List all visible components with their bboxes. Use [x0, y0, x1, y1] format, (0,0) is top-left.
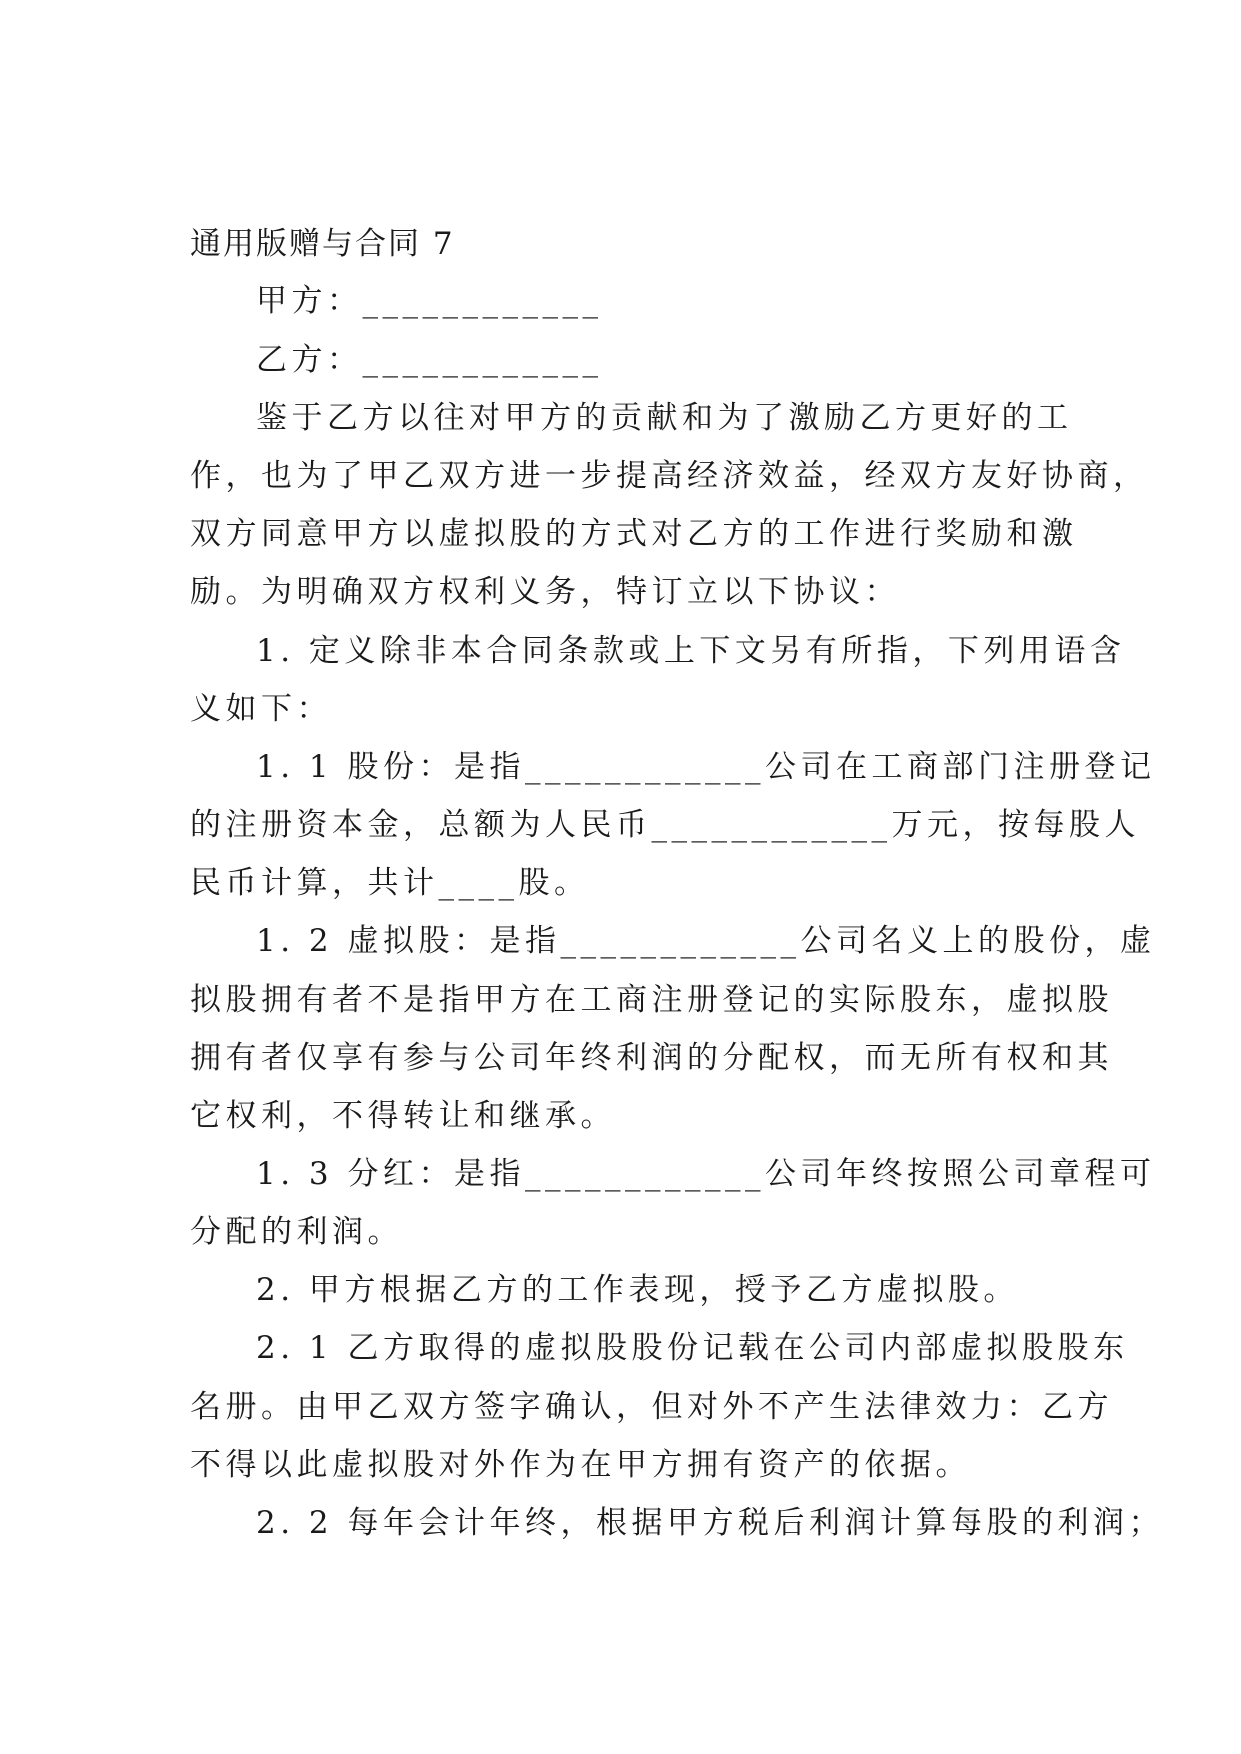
body-line: 双方同意甲方以虚拟股的方式对乙方的工作进行奖励和激 — [190, 516, 1078, 552]
body-line: 1. 定义除非本合同条款或上下文另有所指，下列用语含 — [256, 633, 1126, 669]
body-line: 2. 2 每年会计年终，根据甲方税后利润计算每股的利润； — [256, 1505, 1165, 1541]
body-line: 2. 1 乙方取得的虚拟股股份记载在公司内部虚拟股股东 — [256, 1330, 1129, 1366]
document-title: 通用版赠与合同 7 — [190, 226, 455, 262]
body-line: 分配的利润。 — [190, 1214, 403, 1250]
body-line: 1. 1 股份：是指____________公司在工商部门注册登记 — [256, 749, 1156, 785]
body-line: 鉴于乙方以往对甲方的贡献和为了激励乙方更好的工 — [256, 400, 1073, 436]
body-line: 的注册资本金，总额为人民币____________万元，按每股人 — [190, 807, 1140, 843]
body-line: 不得以此虚拟股对外作为在甲方拥有资产的依据。 — [190, 1447, 971, 1483]
body-line: 1. 2 虚拟股：是指____________公司名义上的股份，虚 — [256, 923, 1156, 959]
body-line: 它权利，不得转让和继承。 — [190, 1098, 616, 1134]
body-line: 义如下： — [190, 691, 332, 727]
body-line: 作，也为了甲乙双方进一步提高经济效益，经双方友好协商， — [190, 458, 1149, 494]
body-line: 拥有者仅享有参与公司年终利润的分配权，而无所有权和其 — [190, 1040, 1113, 1076]
body-line: 励。为明确双方权利义务，特订立以下协议： — [190, 574, 900, 610]
body-line: 拟股拥有者不是指甲方在工商注册登记的实际股东，虚拟股 — [190, 982, 1113, 1018]
party-b-line: 乙方：____________ — [256, 342, 603, 378]
body-line: 1. 3 分红：是指____________公司年终按照公司章程可 — [256, 1156, 1156, 1192]
body-line: 2. 甲方根据乙方的工作表现，授予乙方虚拟股。 — [256, 1272, 1019, 1308]
party-a-line: 甲方：____________ — [256, 283, 603, 319]
body-line: 民币计算，共计____股。 — [190, 865, 590, 901]
body-line: 名册。由甲乙双方签字确认，但对外不产生法律效力：乙方 — [190, 1389, 1113, 1425]
